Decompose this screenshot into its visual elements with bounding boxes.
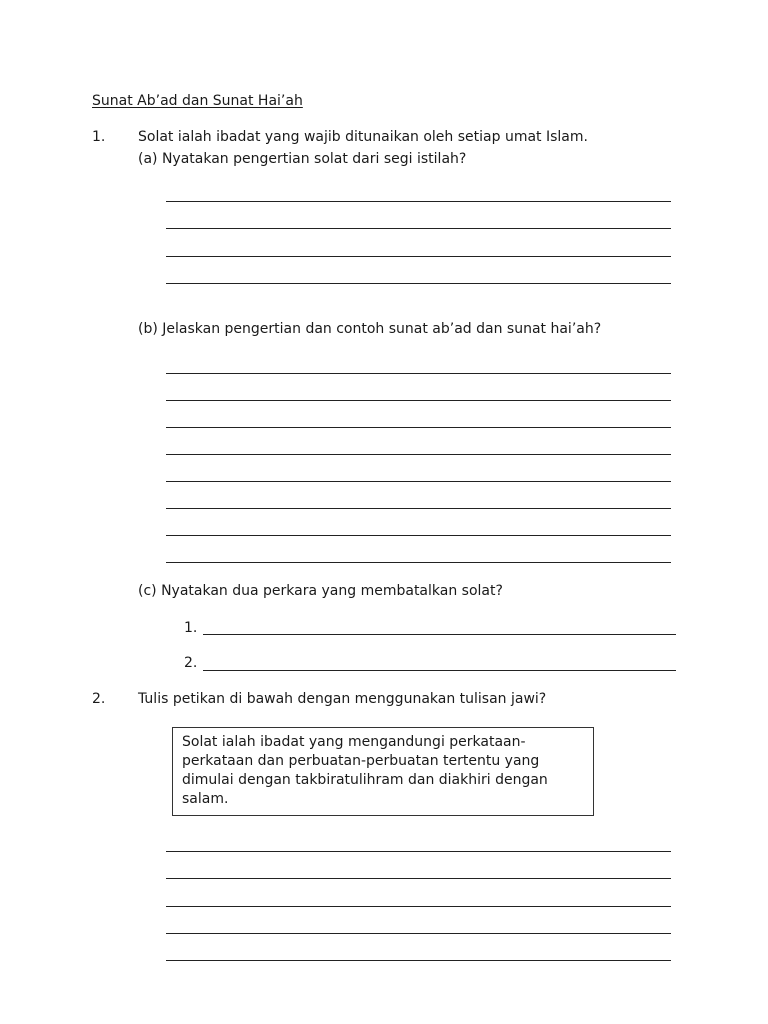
worksheet-title: Sunat Ab’ad dan Sunat Hai’ah <box>92 93 303 109</box>
answer-line[interactable] <box>203 670 676 671</box>
answer-line[interactable] <box>166 851 671 852</box>
answer-item-2-number: 2. <box>184 655 198 671</box>
answer-line[interactable] <box>166 427 671 428</box>
answer-line[interactable] <box>166 256 671 257</box>
answer-line[interactable] <box>166 906 671 907</box>
answer-line[interactable] <box>166 508 671 509</box>
answer-line[interactable] <box>166 228 671 229</box>
answer-line[interactable] <box>166 933 671 934</box>
answer-line[interactable] <box>166 535 671 536</box>
answer-line[interactable] <box>166 878 671 879</box>
answer-line[interactable] <box>203 634 676 635</box>
answer-line[interactable] <box>166 481 671 482</box>
question-1c-prompt: (c) Nyatakan dua perkara yang membatalkan solat? <box>138 583 503 599</box>
answer-line[interactable] <box>166 400 671 401</box>
question-1a-prompt: (a) Nyatakan pengertian solat dari segi istilah? <box>138 151 467 167</box>
question-2-text: Tulis petikan di bawah dengan menggunakan tulisan jawi? <box>138 691 547 707</box>
answer-item-1-number: 1. <box>184 620 198 636</box>
question-2-number: 2. <box>92 691 106 707</box>
answer-line[interactable] <box>166 960 671 961</box>
question-1-number: 1. <box>92 129 106 145</box>
question-1-text: Solat ialah ibadat yang wajib ditunaikan oleh setiap umat Islam. <box>138 129 588 145</box>
answer-line[interactable] <box>166 201 671 202</box>
question-1b-prompt: (b) Jelaskan pengertian dan contoh sunat ab’ad dan sunat hai’ah? <box>138 321 602 337</box>
answer-line[interactable] <box>166 562 671 563</box>
answer-line[interactable] <box>166 283 671 284</box>
answer-line[interactable] <box>166 373 671 374</box>
answer-line[interactable] <box>166 454 671 455</box>
passage-box: Solat ialah ibadat yang mengandungi perkataan-perkataan dan perbuatan-perbuatan tertentu yang dimulai dengan takbiratulihram dan diakhiri dengan salam. <box>172 727 594 816</box>
